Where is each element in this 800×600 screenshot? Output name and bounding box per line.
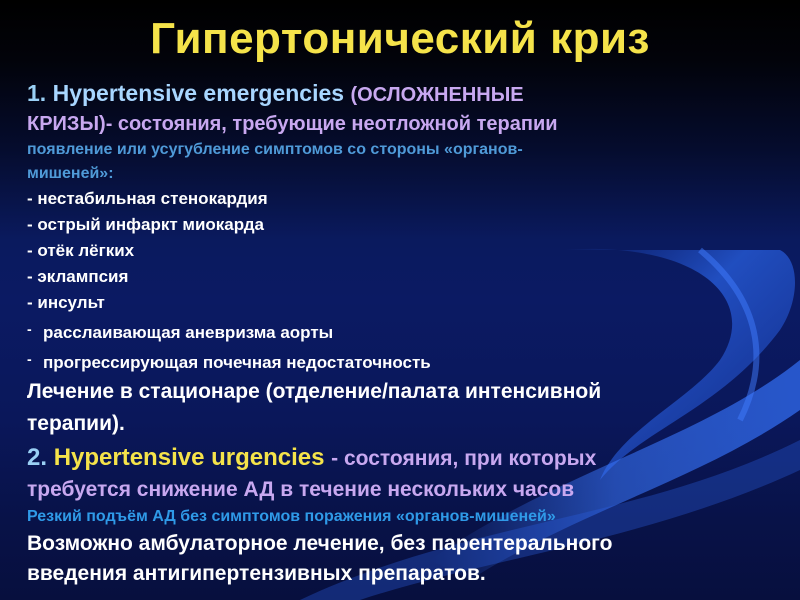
list-item [27,346,787,376]
section1-blue-line1: появление или усугубление симптомов со стороны «органов- [27,141,523,158]
section2-heading [27,442,787,475]
slide-content [27,78,787,589]
list-item: - нестабильная стенокардия [27,189,268,208]
section2-white-line1: Возможно амбулаторное лечение, без парентерального [27,532,613,555]
section1-heading [27,78,787,110]
section1-blue-line2: мишеней»: [27,165,114,182]
list-item-text: прогрессирующая почечная недостаточность [43,353,431,372]
section1-line2: КРИЗЫ)- состояния, требующие неотложной терапии [27,113,558,135]
treatment-line2: терапии). [27,412,125,435]
list-item: - инсульт [27,293,105,312]
treatment-line1: Лечение в стационаре (отделение/палата интенсивной [27,380,602,403]
section1-english: Hypertensive emergencies [52,80,345,106]
section2-russian: - состояния, при которых [331,447,597,470]
section2-blue-line: Резкий подъём АД без симптомов поражения «органов-мишеней» [27,508,556,525]
section2-number: 2. [27,444,48,471]
list-dash: - [27,321,32,337]
list-item-text: расслаивающая аневризма аорты [43,323,334,342]
list-item: - эклампсия [27,267,129,286]
list-dash: - [27,351,32,367]
section2-english: Hypertensive urgencies [53,444,325,471]
section1-russian-caps: (ОСЛОЖНЕННЫЕ [350,84,524,106]
list-item: - острый инфаркт миокарда [27,215,264,234]
section2-line2: требуется снижение АД в течение нескольких часов [27,478,575,501]
list-item: - отёк лёгких [27,241,135,260]
list-item [27,316,787,346]
section1-number: 1. [27,80,47,106]
section2-white-line2: введения антигипертензивных препаратов. [27,562,486,585]
slide-title: Гипертонический криз [150,14,650,63]
